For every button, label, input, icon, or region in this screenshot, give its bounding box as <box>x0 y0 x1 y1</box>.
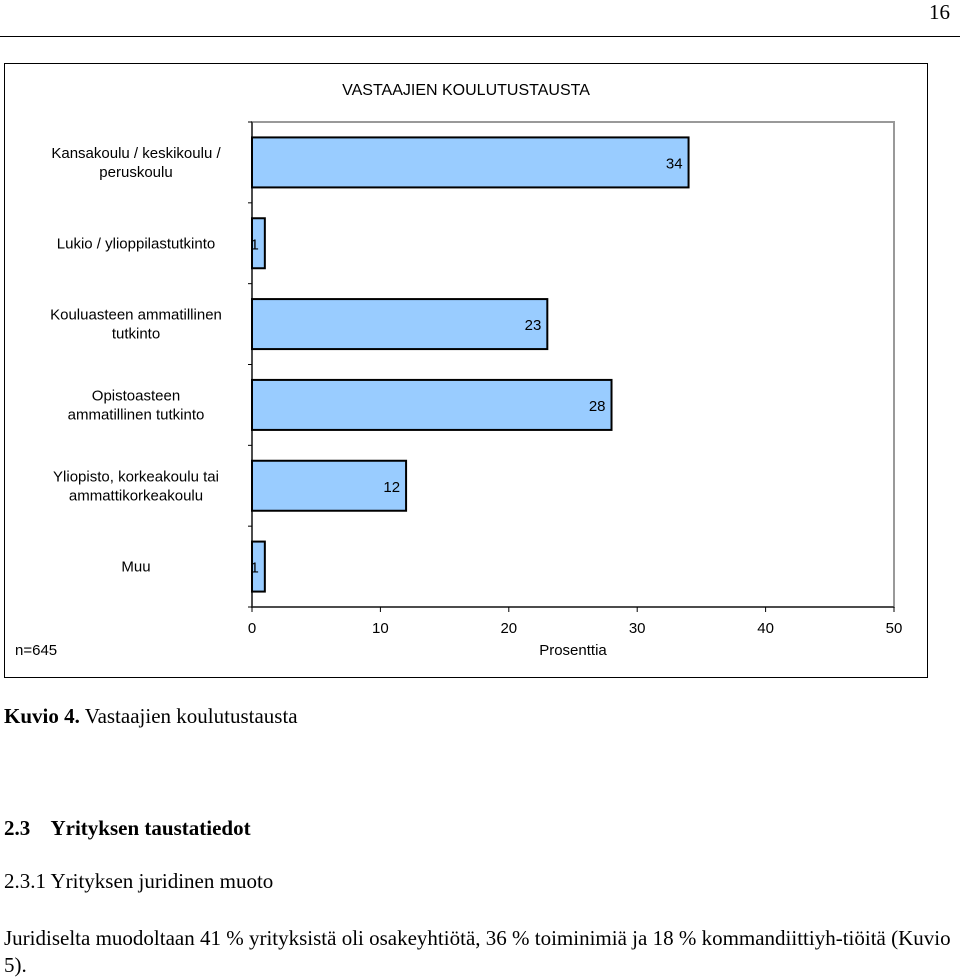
x-axis-label: Prosenttia <box>539 642 607 659</box>
plot-area <box>252 122 894 607</box>
figure-caption-label: Kuvio 4. <box>4 704 80 728</box>
category-label: Kouluasteen ammatillinen <box>50 306 222 324</box>
x-tick-label: 50 <box>885 620 903 637</box>
x-tick-label: 20 <box>500 620 518 637</box>
data-label: 28 <box>588 397 606 415</box>
figure-caption <box>4 704 298 729</box>
data-label: 12 <box>383 478 401 496</box>
section-number: 2.3 <box>4 816 31 840</box>
bar <box>252 137 689 187</box>
category-label: Yliopisto, korkeakoulu tai <box>53 468 219 486</box>
data-label: 1 <box>250 559 259 577</box>
subsection-heading: 2.3.1 Yrityksen juridinen muoto <box>4 869 274 893</box>
data-label: 34 <box>665 155 683 173</box>
category-label: Opistoasteen <box>91 387 181 405</box>
category-label: ammatillinen tutkinto <box>67 406 205 424</box>
category-label: tutkinto <box>111 325 161 343</box>
bar <box>252 299 547 349</box>
bar-chart <box>5 64 929 679</box>
figure-caption-text: Vastaajien koulutustausta <box>79 704 298 728</box>
section-title: Yrityksen taustatiedot <box>50 816 251 840</box>
bar <box>252 380 612 430</box>
category-label: Muu <box>121 558 151 576</box>
x-tick-label: 0 <box>247 620 257 637</box>
header-rule <box>0 36 960 37</box>
category-label: peruskoulu <box>99 163 173 181</box>
chart-frame <box>4 63 928 678</box>
category-label: ammattikorkeakoulu <box>68 487 204 505</box>
page-number: 16 <box>929 0 950 24</box>
category-label: Kansakoulu / keskikoulu / <box>51 144 221 162</box>
data-label: 1 <box>250 236 259 254</box>
data-label: 23 <box>524 317 542 335</box>
x-tick-label: 10 <box>372 620 389 637</box>
x-tick-label: 40 <box>757 620 774 637</box>
sample-size-note: n=645 <box>15 642 58 659</box>
category-label: Lukio / ylioppilastutkinto <box>56 235 216 253</box>
chart-title: VASTAAJIEN KOULUTUSTAUSTA <box>342 82 590 99</box>
section-heading <box>4 816 251 841</box>
x-tick-label: 30 <box>628 620 646 637</box>
body-paragraph: Juridiselta muodoltaan 41 % yrityksistä oli osakeyhtiötä, 36 % toiminimiä ja 18 % kommandiittiyh-tiöitä (Kuvio 5). <box>4 926 951 977</box>
